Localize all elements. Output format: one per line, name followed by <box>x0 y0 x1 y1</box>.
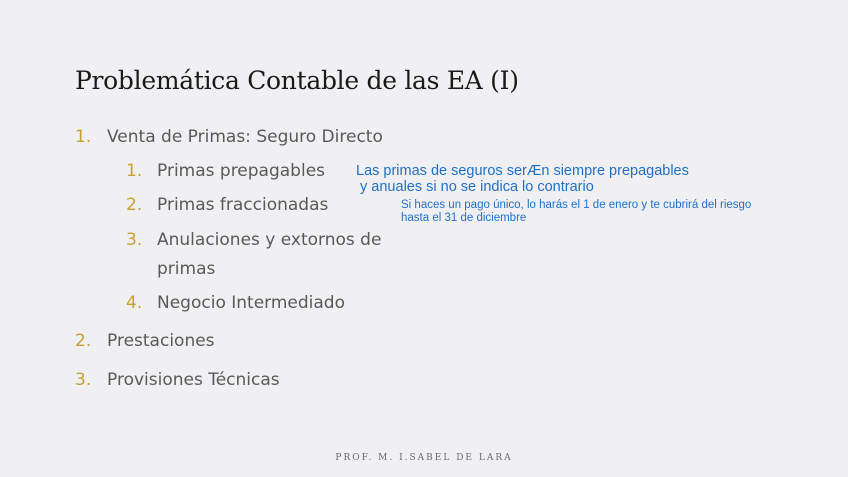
slide-title: Problemática Contable de las EA (I) <box>75 66 519 95</box>
annotation-line: y anuales si no se indica lo contrario <box>356 179 594 195</box>
sublist-item-primas-fraccionadas: Primas fraccionadas <box>157 195 329 215</box>
annotation-prepagables <box>356 163 689 195</box>
list-number: 3. <box>75 370 92 390</box>
list-number: 2. <box>75 331 92 351</box>
list-number: 1. <box>75 127 92 147</box>
sublist-number: 2. <box>126 195 143 215</box>
list-item-prestaciones: Prestaciones <box>107 331 215 351</box>
sublist-number: 4. <box>126 293 143 313</box>
sublist-item-anulaciones-line1: Anulaciones y extornos de <box>157 230 382 250</box>
list-item-venta-de-primas: Venta de Primas: Seguro Directo <box>107 127 383 147</box>
list-item-provisiones-tecnicas: Provisiones Técnicas <box>107 370 280 390</box>
annotation-line: Las primas de seguros serÆn siempre prepagables <box>356 163 689 179</box>
slide-footer: PROF. M. I.SABEL DE LARA <box>335 453 513 463</box>
sublist-number: 1. <box>126 161 143 181</box>
annotation-pago-unico <box>401 199 751 225</box>
annotation-line: Si haces un pago único, lo harás el 1 de enero y te cubrirá del riesgo <box>401 199 752 211</box>
sublist-item-primas-prepagables: Primas prepagables <box>157 161 326 181</box>
annotation-line: hasta el 31 de diciembre <box>401 212 527 224</box>
sublist-item-anulaciones-line2: primas <box>157 259 216 279</box>
sublist-number: 3. <box>126 230 143 250</box>
sublist-item-negocio-intermediado: Negocio Intermediado <box>157 293 345 313</box>
